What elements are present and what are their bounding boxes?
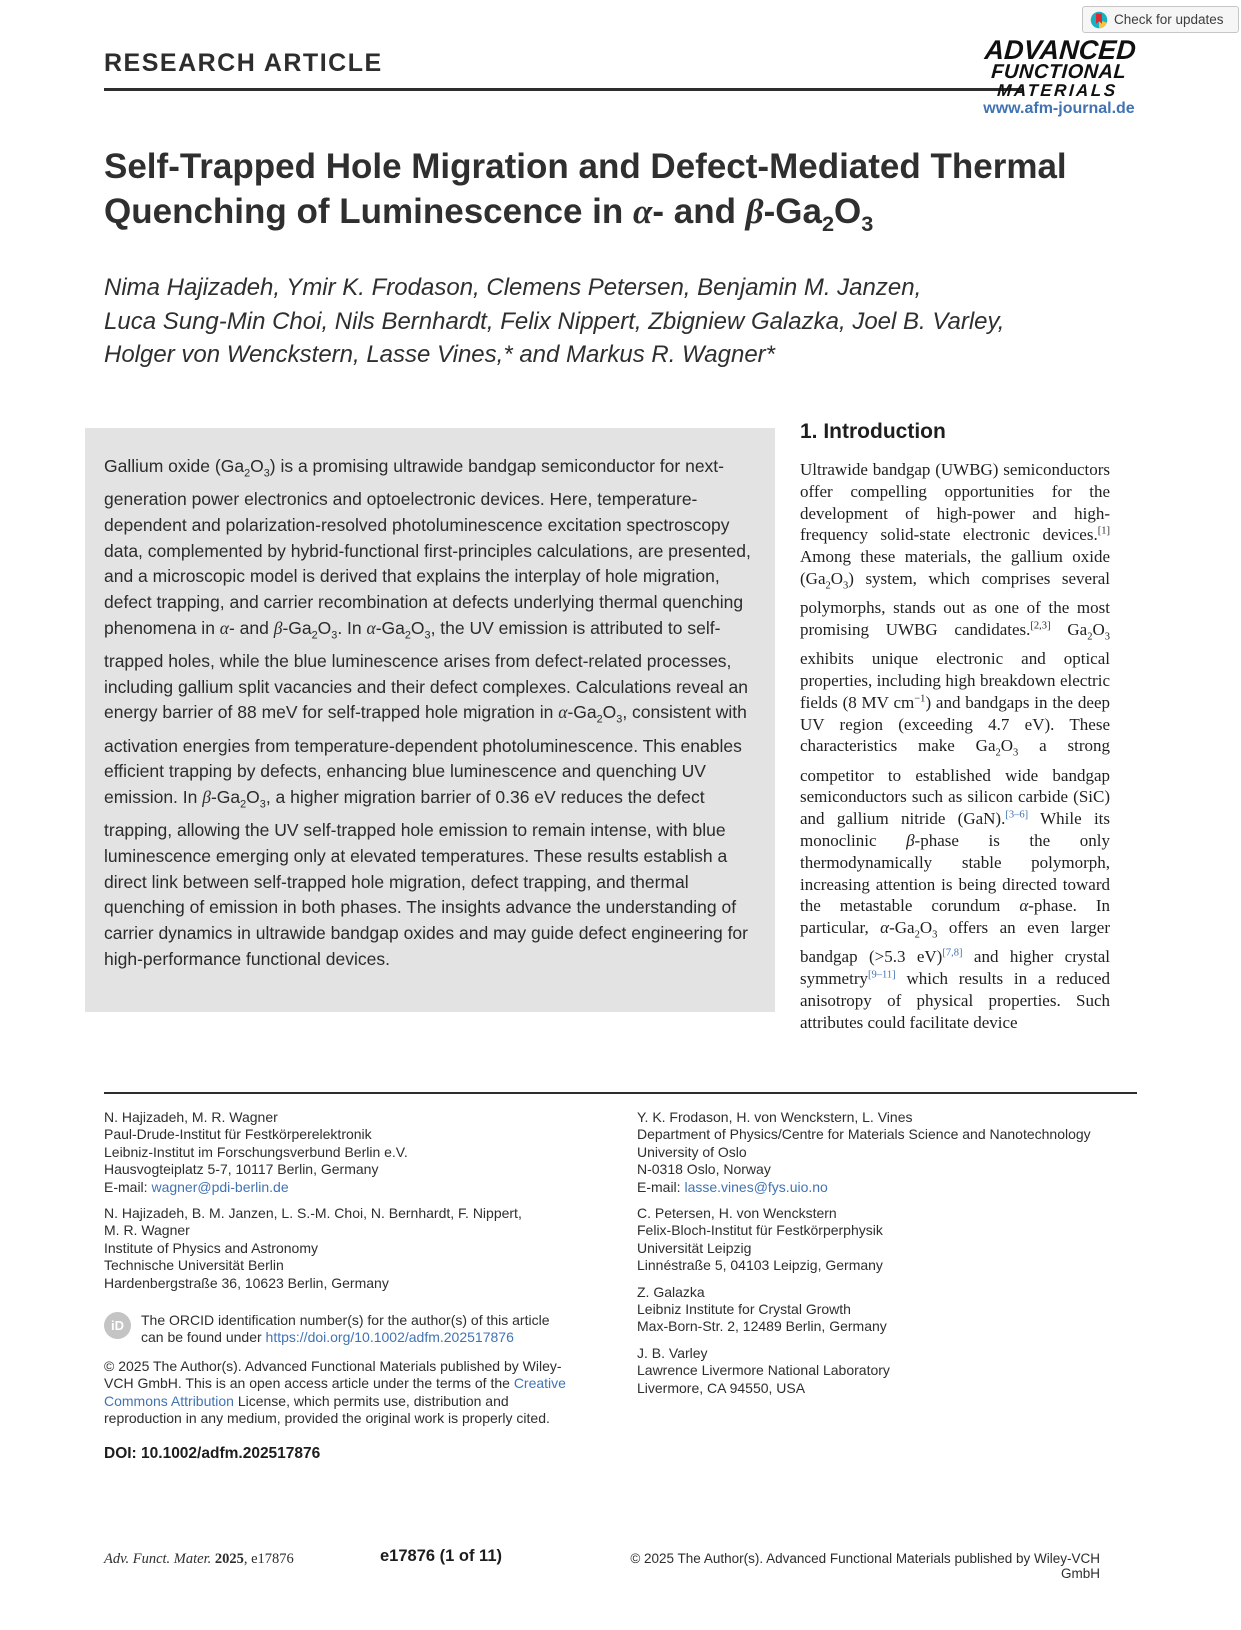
author-list: Nima Hajizadeh, Ymir K. Frodason, Clemens Petersen, Benjamin M. Janzen, Luca Sung-Min Choi, Nils Bernhardt, Felix Nippert, Zbigniew Galazka, Joel B. Varley, Holger von Wenckstern, Lasse Vines,* and Markus R. Wagner* — [104, 274, 1005, 368]
check-for-updates-button[interactable] — [1082, 6, 1239, 33]
logo-line-functional: FUNCTIONAL — [990, 61, 1128, 83]
section-label: RESEARCH ARTICLE — [104, 49, 383, 77]
introduction-heading: 1. Introduction — [800, 420, 946, 443]
article-title: Self-Trapped Hole Migration and Defect-Mediated Thermal Quenching of Luminescence in α- and $\beta-Ga_2O_3$ — [104, 147, 1067, 236]
footer-journal-ref: Adv. Funct. Mater. 2025, e17876 — [104, 1551, 294, 1567]
orcid-note — [104, 1312, 582, 1347]
orcid-text: The ORCID identification number(s) for the author(s) of this article can be found under https://doi.org/10.1002/adfm.202517876 — [141, 1312, 550, 1346]
footnote-rule — [104, 1092, 1137, 1094]
doi-text: DOI: 10.1002/adfm.202517876 — [104, 1444, 321, 1462]
affiliation-block: J. B. Varley Lawrence Livermore National Laboratory Livermore, CA 94550, USA — [637, 1344, 890, 1396]
logo-line-materials: MATERIALS — [996, 81, 1119, 100]
affiliation-block: N. Hajizadeh, M. R. Wagner Paul-Drude-Institut für Festkörperelektronik Leibniz-Institut im Forschungsverbund Berlin e.V. Hausvogteiplatz 5-7, 10117 Berlin, Germany E-mail: wagner@pdi-berlin.de — [104, 1109, 408, 1195]
affiliation-block: C. Petersen, H. von Wenckstern Felix-Bloch-Institut für Festkörperphysik Universität Leipzig Linnéstraße 5, 04103 Leipzig, Germany — [637, 1205, 883, 1274]
check-for-updates-label: Check for updates — [1114, 12, 1224, 27]
abstract-box — [85, 428, 775, 1012]
link[interactable]: lasse.vines@fys.uio.no — [684, 1178, 828, 1195]
link[interactable]: wagner@pdi-berlin.de — [151, 1178, 289, 1195]
introduction-column — [800, 420, 1110, 1033]
affiliation-block: N. Hajizadeh, B. M. Janzen, L. S.-M. Choi, N. Bernhardt, F. Nippert, M. R. Wagner Institute of Physics and Astronomy Technische Universität Berlin Hardenbergstraße 36, 10623 Berlin, Germany — [104, 1205, 522, 1291]
header-rule — [104, 88, 1022, 91]
footer-copyright: © 2025 The Author(s). Advanced Functional Materials published by Wiley-VCH GmbH — [630, 1551, 1100, 1581]
link[interactable]: https://doi.org/10.1002/adfm.202517876 — [265, 1329, 514, 1346]
abstract-text: Gallium oxide $(Ga_2O_3)$ is a promising ultrawide bandgap semiconductor for next-generation power electronics and optoelectronic devices. Here, temperature-dependent and polarization-resolved photoluminescence excitation spectroscopy data, complemented by hybrid-functional first-principles calculations, are presented, and a microscopic model is derived that explains the interplay of hole migration, defect trapping, and carrier recombination at defects underlying thermal quenching phenomena in α- and $\beta-Ga_2O_3$. In $\alpha-Ga_2O_3$, the UV emission is attributed to self-trapped holes, while the blue luminescence arises from defect-related processes, including gallium split vacancies and their defect complexes. Calculations reveal an energy barrier of 88 meV for self-trapped hole migration in $\alpha-Ga_2O_3$, consistent with activation energies from temperature-dependent photoluminescence. This enables efficient trapping by defects, enhancing blue luminescence and quenching UV emission. In $\beta-Ga_2O_3$, a higher migration barrier of 0.36 eV reduces the defect trapping, allowing the UV self-trapped hole emission to remain intense, with blue luminescence emerging only at elevated temperatures. These results establish a direct link between self-trapped hole migration, defect trapping, and thermal quenching of emission in both phases. The insights advance the understanding of carrier dynamics in ultrawide bandgap oxides and may guide defect engineering for high-performance functional devices. — [104, 456, 751, 969]
logo-line-advanced: ADVANCED — [983, 35, 1137, 65]
orcid-icon: iD — [104, 1312, 131, 1339]
journal-url-link[interactable]: www.afm-journal.de — [983, 100, 1135, 117]
crossmark-icon — [1090, 11, 1108, 29]
affiliation-block: Y. K. Frodason, H. von Wenckstern, L. Vines Department of Physics/Centre for Materials Science and Nanotechnology University of Oslo N-0318 Oslo, Norway E-mail: lasse.vines@fys.uio.no — [637, 1109, 1091, 1195]
link[interactable]: Creative Commons Attribution — [104, 1375, 566, 1409]
journal-logo — [976, 35, 1142, 100]
introduction-body: Ultrawide bandgap (UWBG) semiconductors offer compelling opportunities for the development of high-power and high-frequency solid-state electronic devices.[1] Among these materials, the gallium oxide $(Ga_2O_3)$ system, which comprises several polymorphs, stands out as one of the most promising UWBG candidates.[2,3] $Ga_2O_3$ exhibits unique electronic and optical properties, including high breakdown electric fields (8 MV $cm^{-1}$) and bandgaps in the deep UV region (exceeding 4.7 eV). These characteristics make $Ga_2O_3$ a strong competitor to established wide bandgap semiconductors such as silicon carbide (SiC) and gallium nitride (GaN).[3–6] While its monoclinic β-phase is the only thermodynamically stable polymorph, increasing attention is being directed toward the metastable corundum α-phase. In particular, $\alpha-Ga_2O_3$ offers an even larger bandgap (>5.3 eV)[7,8] and higher crystal symmetry[9–11] which results in a reduced anisotropy of physical properties. Such attributes could facilitate device — [800, 460, 1111, 1032]
footnotes-left-column — [104, 1109, 582, 1463]
footer-page-info: e17876 (1 of 11) — [380, 1547, 502, 1565]
license-text: © 2025 The Author(s). Advanced Functional Materials published by Wiley-VCH GmbH. This is an open access article under the terms of the Creative Commons Attribution License, which permits use, distribution and reproduction in any medium, provided the original work is properly cited. — [104, 1357, 566, 1427]
affiliation-block: Z. Galazka Leibniz Institute for Crystal Growth Max-Born-Str. 2, 12489 Berlin, Germany — [637, 1283, 887, 1335]
footnotes-right-column — [637, 1109, 1139, 1406]
